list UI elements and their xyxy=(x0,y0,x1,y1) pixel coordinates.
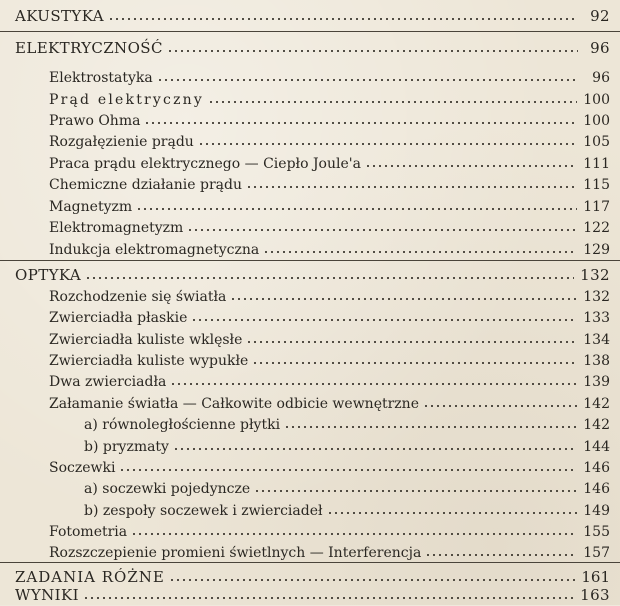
toc-entry-page: 157 xyxy=(583,545,610,561)
toc-leader-dots xyxy=(170,372,577,388)
toc-entry-title: Indukcja elektromagnetyczna xyxy=(49,242,260,258)
toc-leader-dots xyxy=(191,308,577,324)
toc-leader-dots xyxy=(254,479,577,495)
toc-entry-title: Zwierciadła płaskie xyxy=(49,310,188,326)
toc-entry-page: 100 xyxy=(583,92,610,108)
toc-entry-page: 146 xyxy=(583,460,610,476)
toc-entry-rozszczepienie xyxy=(49,541,610,563)
toc-entry-zwierciadla-wypukle xyxy=(49,349,610,371)
toc-leader-dots xyxy=(252,351,577,367)
toc-entry-magnetyzm xyxy=(49,195,610,217)
toc-entry-page: 149 xyxy=(583,503,610,519)
toc-entry-page: 115 xyxy=(583,177,610,193)
toc-entry-page: 105 xyxy=(583,134,610,150)
toc-entry-zalamanie-swiatla xyxy=(49,392,610,414)
toc-entry-page: 92 xyxy=(590,7,610,25)
toc-entry-page: 161 xyxy=(581,568,610,586)
toc-entry-title: Prąd elektryczny xyxy=(49,92,204,108)
toc-entry-title: Rozchodzenie się światła xyxy=(49,289,227,305)
toc-entry-title: a) równoległościenne płytki xyxy=(84,417,281,433)
toc-entry-page: 146 xyxy=(583,481,610,497)
toc-entry-title: Prawo Ohma xyxy=(49,113,141,129)
toc-entry-zespoly-soczewek xyxy=(84,499,610,521)
toc-entry-page: 139 xyxy=(583,374,610,390)
toc-entry-title: Rozgałęzienie prądu xyxy=(49,134,194,150)
toc-leader-dots xyxy=(167,39,578,55)
toc-leader-dots xyxy=(263,240,577,256)
toc-leader-dots xyxy=(173,437,577,453)
toc-entry-prad-elektryczny xyxy=(49,88,610,110)
toc-leader-dots xyxy=(246,175,577,191)
section-divider xyxy=(0,260,620,261)
toc-entry-title: Praca prądu elektrycznego — Ciepło Joule'a xyxy=(49,156,361,172)
section-divider xyxy=(0,562,620,563)
toc-entry-rozchodzenie-swiatla xyxy=(49,285,610,307)
toc-entry-page: 134 xyxy=(583,332,610,348)
toc-entry-title: Fotometria xyxy=(49,524,128,540)
toc-entry-pryzmaty xyxy=(84,435,610,457)
toc-entry-page: 144 xyxy=(583,439,610,455)
toc-entry-elektromagnetyzm xyxy=(49,216,610,238)
toc-entry-page: 100 xyxy=(583,113,610,129)
toc-entry-soczewki-pojedyncze xyxy=(84,477,610,499)
toc-leader-dots xyxy=(187,218,577,234)
toc-entry-prawo-ohma xyxy=(49,109,610,131)
toc-leader-dots xyxy=(144,111,577,127)
toc-entry-page: 129 xyxy=(583,242,610,258)
toc-leader-dots xyxy=(423,394,577,410)
toc-entry-title: Elektrostatyka xyxy=(49,70,153,86)
toc-entry-page: 163 xyxy=(580,586,610,604)
toc-entry-page: 96 xyxy=(590,39,610,57)
toc-entry-elektrostatyka xyxy=(49,66,610,88)
toc-leader-dots xyxy=(83,586,574,602)
section-divider xyxy=(0,31,620,32)
toc-entry-title: OPTYKA xyxy=(15,266,82,284)
toc-entry-page: 122 xyxy=(583,220,610,236)
toc-entry-title: Elektromagnetyzm xyxy=(49,220,184,236)
toc-entry-optyka xyxy=(15,264,610,286)
toc-entry-title: Zwierciadła kuliste wklęsłe xyxy=(49,332,243,348)
toc-entry-chemiczne-dzialanie xyxy=(49,173,610,195)
toc-entry-title: b) zespoły soczewek i zwierciadeł xyxy=(84,503,323,519)
toc-entry-indukcja xyxy=(49,238,610,260)
toc-entry-wyniki xyxy=(15,584,610,606)
toc-entry-rozgalezienie-pradu xyxy=(49,130,610,152)
toc-entry-akustyka xyxy=(15,5,610,27)
toc-entry-title: Zwierciadła kuliste wypukłe xyxy=(49,353,249,369)
toc-leader-dots xyxy=(425,543,577,559)
toc-leader-dots xyxy=(246,330,577,346)
toc-entry-page: 96 xyxy=(592,70,610,86)
toc-entry-title: Załamanie światła — Całkowite odbicie wewnętrzne xyxy=(49,396,419,412)
toc-leader-dots xyxy=(284,415,577,431)
toc-entry-soczewki xyxy=(49,456,610,478)
toc-entry-title: Dwa zwierciadła xyxy=(49,374,167,390)
toc-entry-praca-pradu xyxy=(49,152,610,174)
toc-leader-dots xyxy=(365,154,577,170)
toc-leader-dots xyxy=(169,568,576,584)
toc-entry-page: 142 xyxy=(583,417,610,433)
toc-entry-page: 117 xyxy=(583,199,610,215)
toc-leader-dots xyxy=(85,266,574,282)
toc-leader-dots xyxy=(131,522,577,538)
toc-entry-title: Magnetyzm xyxy=(49,199,133,215)
toc-entry-page: 132 xyxy=(580,266,610,284)
toc-entry-plytki xyxy=(84,413,610,435)
toc-entry-page: 138 xyxy=(583,353,610,369)
toc-leader-dots xyxy=(327,501,578,517)
toc-entry-title: WYNIKI xyxy=(15,586,79,604)
toc-entry-zwierciadla-wklesle xyxy=(49,328,610,350)
toc-entry-dwa-zwierciadla xyxy=(49,370,610,392)
toc-entry-page: 155 xyxy=(583,524,610,540)
toc-leader-dots xyxy=(208,90,577,106)
toc-leader-dots xyxy=(198,132,577,148)
toc-entry-title: a) soczewki pojedyncze xyxy=(84,481,251,497)
toc-entry-elektrycznosc xyxy=(15,37,610,59)
toc-entry-title: Chemiczne działanie prądu xyxy=(49,177,242,193)
toc-entry-fotometria xyxy=(49,520,610,542)
toc-entry-page: 132 xyxy=(583,289,610,305)
toc-leader-dots xyxy=(157,68,578,84)
toc-entry-title: b) pryzmaty xyxy=(84,439,169,455)
toc-leader-dots xyxy=(108,7,578,23)
toc-entry-page: 133 xyxy=(583,310,610,326)
toc-entry-title: ZADANIA RÓŻNE xyxy=(15,568,165,586)
toc-entry-page: 111 xyxy=(583,156,610,172)
toc-leader-dots xyxy=(119,458,577,474)
toc-entry-zwierciadla-plaskie xyxy=(49,306,610,328)
toc-leader-dots xyxy=(136,197,577,213)
toc-leader-dots xyxy=(230,287,577,303)
toc-entry-title: Rozszczepienie promieni świetlnych — Interferencja xyxy=(49,545,422,561)
toc-entry-page: 142 xyxy=(583,396,610,412)
toc-entry-title: Soczewki xyxy=(49,460,116,476)
toc-entry-title: ELEKTRYCZNOŚĆ xyxy=(15,39,163,57)
toc-entry-title: AKUSTYKA xyxy=(15,7,104,25)
